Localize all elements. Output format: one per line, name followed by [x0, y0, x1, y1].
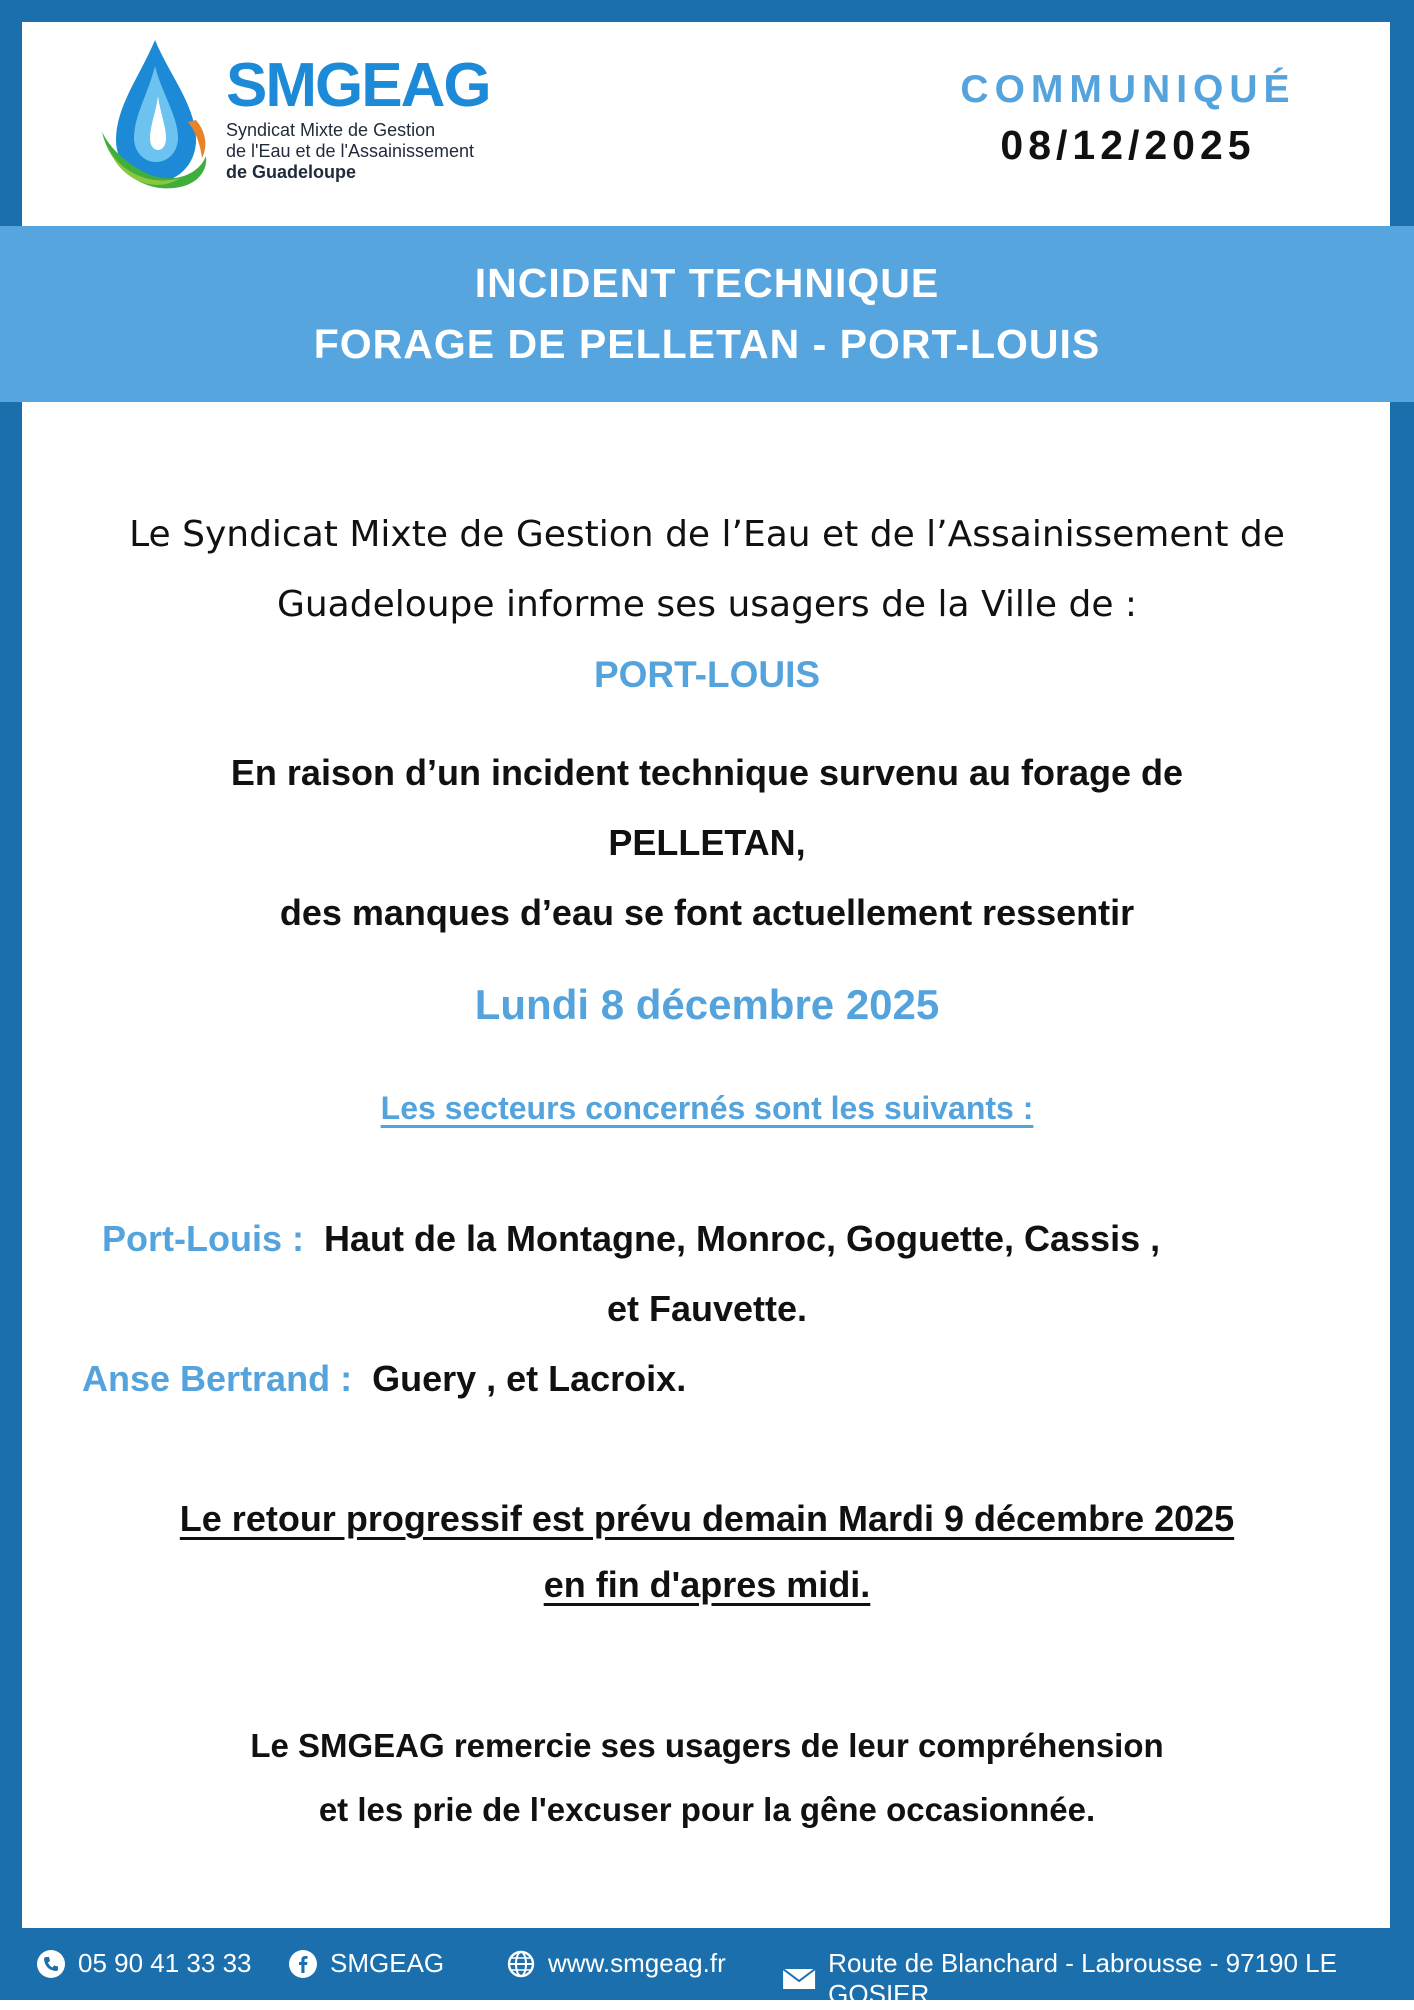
- water-drop-logo-icon: [100, 36, 210, 196]
- phone-icon: [36, 1949, 66, 1979]
- thanks-text: Le SMGEAG remercie ses usagers de leur compréhension et les prie de l'excuser pour la gêne occasionnée.: [250, 1727, 1164, 1828]
- main-content: [60, 500, 1354, 1127]
- sector-areas-continued: et Fauvette.: [606, 1288, 808, 1329]
- communique-label: COMMUNIQUÉ: [960, 68, 1296, 111]
- sectors-title: Les secteurs concernés sont les suivants :: [380, 1090, 1034, 1126]
- logo-subtitle: Syndicat Mixte de Gestion de l'Eau et de l'Assainissement de Guadeloupe: [226, 120, 475, 182]
- footer: [0, 1928, 1414, 2009]
- incident-date: Lundi 8 décembre 2025: [474, 981, 940, 1028]
- footer-address: Route de Blanchard - Labrousse - 97190 LE GOSIER: [782, 1948, 1414, 2010]
- footer-facebook: SMGEAG: [288, 1948, 444, 1979]
- frame-top: [0, 0, 1414, 22]
- sector-areas: Guery , et Lacroix.: [372, 1358, 687, 1399]
- facebook-icon: [288, 1949, 318, 1979]
- logo: [100, 36, 520, 196]
- footer-website: www.smgeag.fr: [506, 1948, 726, 1979]
- sector-port-louis: [102, 1218, 1160, 1260]
- globe-icon: [506, 1949, 536, 1979]
- mail-icon: [782, 1964, 816, 1994]
- communique-date: 08/12/2025: [1000, 122, 1256, 168]
- banner-title-line2: FORAGE DE PELLETAN - PORT-LOUIS: [313, 321, 1101, 367]
- title-banner: [0, 226, 1414, 402]
- sector-areas: Haut de la Montagne, Monroc, Goguette, Cassis ,: [324, 1218, 1161, 1259]
- intro-text: Le Syndicat Mixte de Gestion de l’Eau et de l’Assainissement de Guadeloupe informe ses usagers de la Ville de :: [129, 514, 1285, 625]
- sector-name: Port-Louis :: [102, 1218, 304, 1259]
- return-notice: Le retour progressif est prévu demain Mardi 9 décembre 2025 en fin d'apres midi.: [179, 1498, 1235, 1605]
- sector-name: Anse Bertrand :: [82, 1358, 353, 1399]
- reason-text: En raison d’un incident technique survenu au forage de PELLETAN, des manques d’eau se font actuellement ressentir: [230, 752, 1184, 933]
- sector-anse-bertrand: [82, 1358, 686, 1400]
- footer-phone: 05 90 41 33 33: [36, 1948, 252, 1979]
- sector-port-louis-continued: [0, 1288, 1414, 1330]
- banner-title-line1: INCIDENT TECHNIQUE: [474, 260, 940, 306]
- communique-header: [948, 68, 1308, 169]
- city-name: PORT-LOUIS: [593, 654, 821, 695]
- logo-name: SMGEAG: [226, 51, 490, 120]
